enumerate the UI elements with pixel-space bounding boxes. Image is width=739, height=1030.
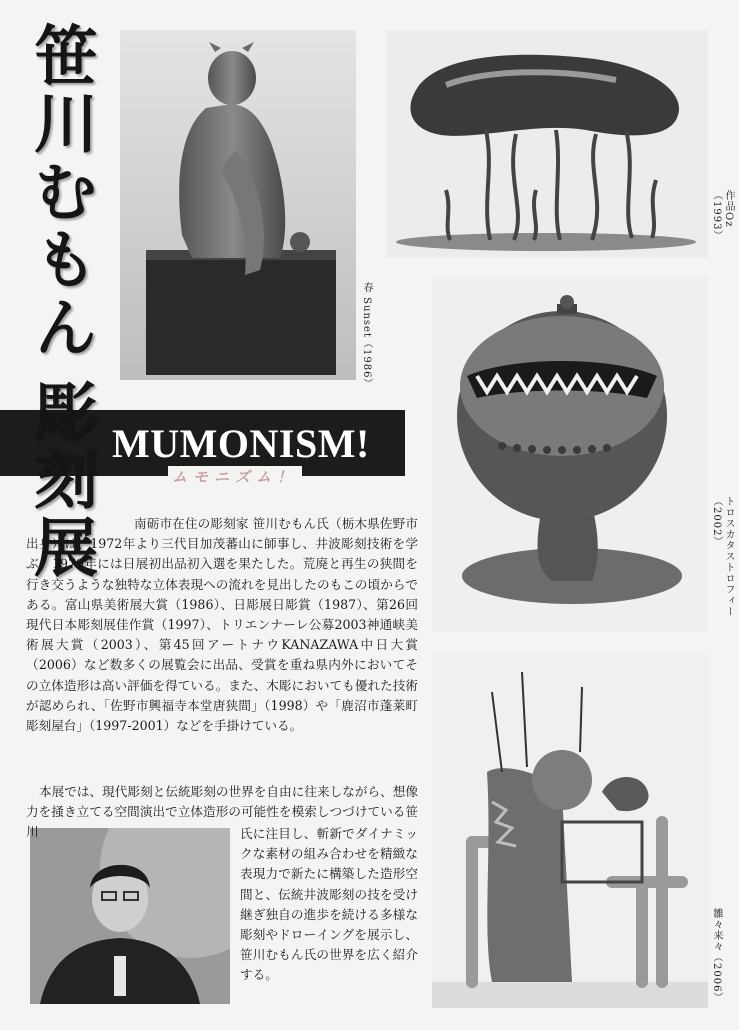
exhibition-paragraph-a-text: 本展では、現代彫刻と伝統彫刻の世界を自由に往来しながら、想像力を掻き立てる空間演出で立体造形の可能性を模索しつづけている笹川 xyxy=(26,784,418,840)
exhibition-paragraph-b xyxy=(240,824,418,986)
caption-sunset: 春 Sunset（1986） xyxy=(361,282,372,390)
exhibition-paragraph-b-text: 氏に注目し、斬新でダイナミックな素材の組み合わせを精緻な表現力で新たに構築した造形空間と、伝統井波彫刻の技を受け継ぎ独自の進歩を続ける多様な彫刻やドローイングを展示し、笹川むもん氏の世界を広く紹介する。 xyxy=(240,826,418,983)
artist-name-title: 笹川むもん xyxy=(23,22,98,362)
caption-oz: 作品Oz（1993） xyxy=(711,190,734,242)
caption-trilobite: トロスカタストロフィー（2002） xyxy=(711,496,734,617)
photo-oz-sculpture xyxy=(386,30,708,258)
photo-2006-sculpture xyxy=(432,652,708,1008)
caption-2006: 雛々来々（2006） xyxy=(711,908,722,1004)
intro-paragraph-text: 南砺市在住の彫刻家 笹川むもん氏（栃木県佐野市出身）は、1972年より三代目加茂蕃山に師事し、井波彫刻技術を学ぶ。1979年には日展初出品初入選を果たした。荒廃と再生の狭間を行き交うような独特な立体表現への流れを見出したのもこの頃からである。富山県美術展大賞（1986）、日彫展日彫賞（1987）、第26回現代日本彫刻展佳作賞（1997）、トリエンナーレ公募2003神通峡美術展大賞（2003）、第45回アートナウKANAZAWA中日大賞（2006）など数多くの展覧会に出品、受賞を重ね県内外においてその立体造形は高い評価を得ている。また、木彫においても優れた技術が認められ、「佐野市興福寺本堂唐狭間」（1998）や「鹿沼市蓬莱町彫刻屋台」（1997-2001）などを手掛けている。 xyxy=(26,516,418,734)
photo-sunset-sculpture xyxy=(120,30,356,380)
photo-artist-portrait xyxy=(30,828,230,1004)
banner-title: MUMONISM! xyxy=(112,421,370,466)
exhibition-title: 彫刻展 xyxy=(23,378,98,582)
banner-subtitle: ムモニズム！ xyxy=(168,466,302,487)
photo-trilobite-sculpture xyxy=(432,276,708,632)
